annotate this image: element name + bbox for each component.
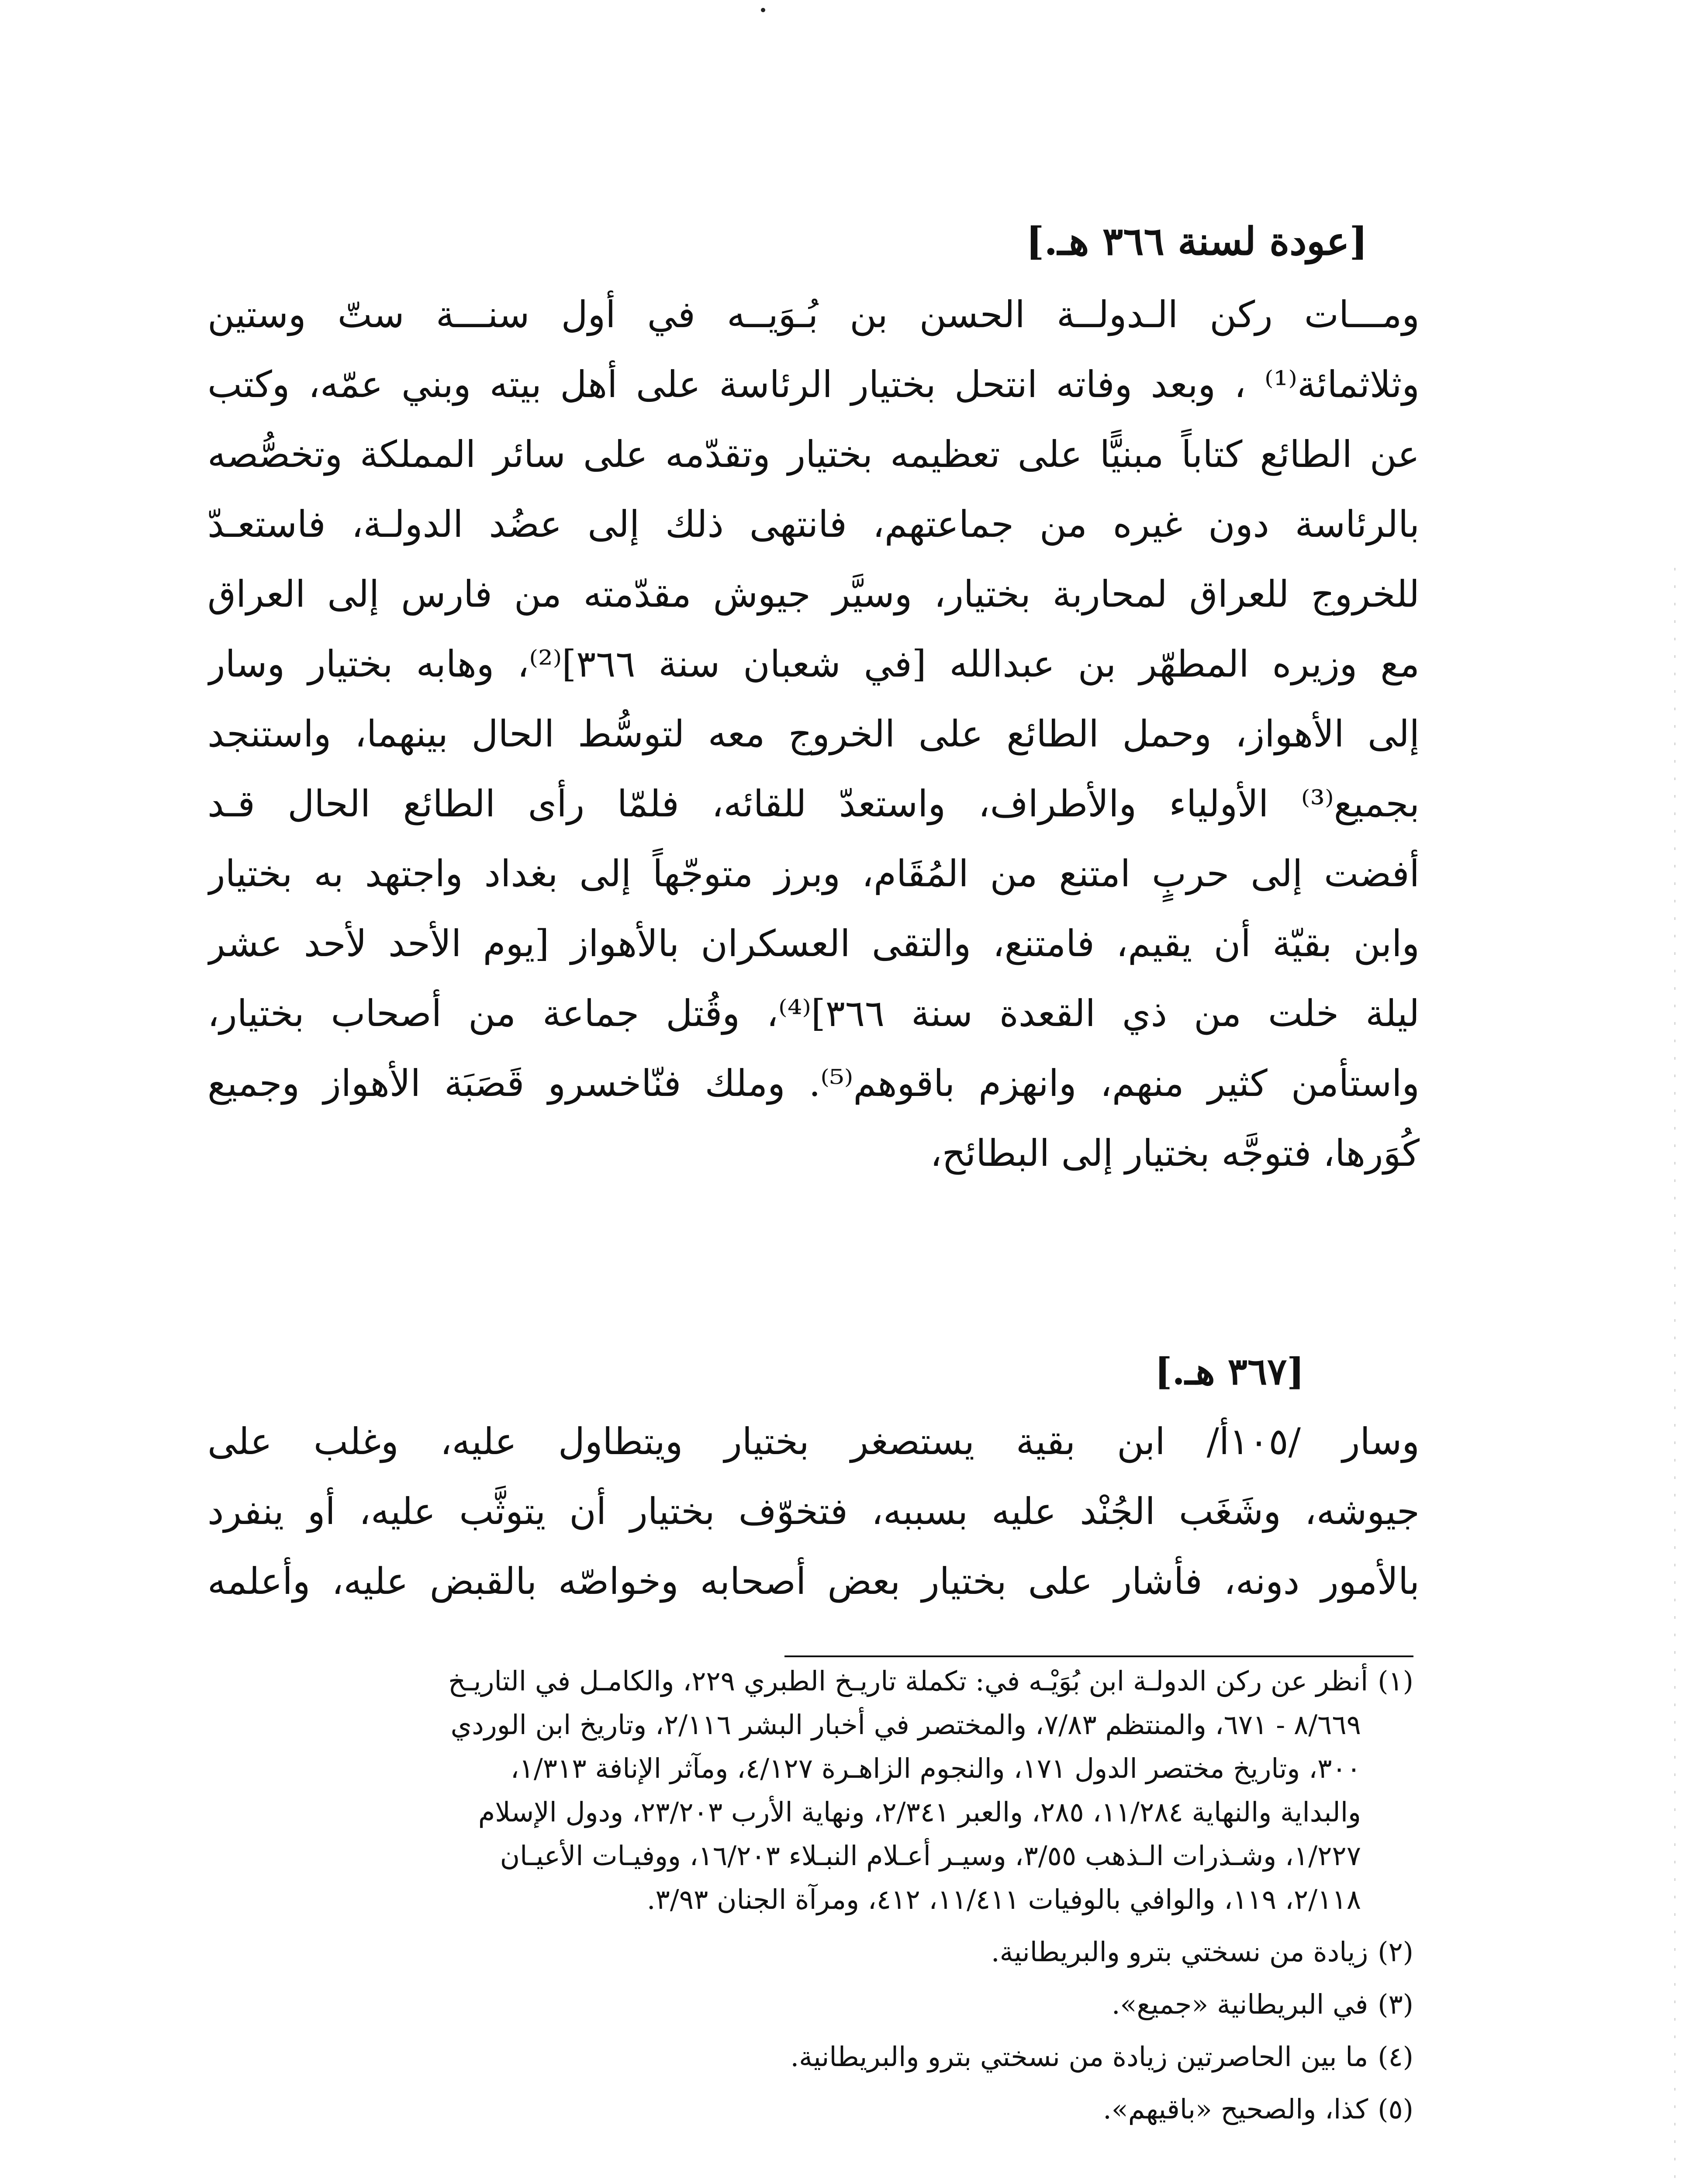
- footnote-5: [204, 2088, 1413, 2131]
- body-line: وابن بقيّة أن يقيم، فامتنع، والتقى العسكران بالأهواز [يوم الأحد لأحد عشر: [207, 922, 1420, 965]
- body-line: بالأمور دونه، فأشار على بختيار بعض أصحابه وخواصّه بالقبض عليه، وأعلمه: [207, 1560, 1420, 1603]
- body-line: ليلة خلت من ذي القعدة سنة ٣٦٦]⁽⁴⁾، وقُتل جماعة من أصحاب بختيار،: [207, 992, 1420, 1035]
- footnote-text: في البريطانية «جميع».: [1111, 1988, 1368, 2020]
- body-line: جيوشه، وشَغَب الجُنْد عليه بسببه، فتخوّف بختيار أن يتوثَّب عليه، أو ينفرد: [207, 1490, 1420, 1533]
- footnote-text: زيادة من نسختي بترو والبريطانية.: [991, 1936, 1368, 1968]
- body-line: وثلاثمائة⁽¹⁾ ، وبعد وفاته انتحل بختيار الرئاسة على أهل بيته وبني عمّه، وكتب: [207, 363, 1420, 406]
- body-line: وسار /١٠٥أ/ ابن بقية يستصغر بختيار ويتطاول عليه، وغلب على: [207, 1420, 1420, 1463]
- footnote-1-line: ٨/٦٦٩ - ٦٧١، والمنتظم ٧/٨٣، والمختصر في أخبار البشر ٢/١١٦، وتاريخ ابن الوردي: [450, 1709, 1361, 1741]
- body-line: إلى الأهواز، وحمل الطائع على الخروج معه لتوسُّط الحال بينهما، واستنجد: [207, 712, 1420, 755]
- footnote-1-line: ١/٢٢٧، وشـذرات الـذهب ٣/٥٥، وسيـر أعـلام النبـلاء ١٦/٢٠٣، ووفيـات الأعيـان: [500, 1840, 1361, 1872]
- body-line: واستأمن كثير منهم، وانهزم باقوهم⁽⁵⁾. وملك فنّاخسرو قَصَبَة الأهواز وجميع: [207, 1062, 1420, 1105]
- page-speck: [761, 8, 765, 12]
- footnote-1-line: والبداية والنهاية ١١/٢٨٤، ٢٨٥، والعبر ٢/٣٤١، ونهاية الأرب ٢٣/٢٠٣، ودول الإسلام: [478, 1796, 1361, 1828]
- body-line: عن الطائع كتاباً مبنيًّا على تعظيمه بختيار وتقدّمه على سائر المملكة وتخصُّصه: [207, 433, 1420, 476]
- footnote-text: ما بين الحاصرتين زيادة من نسختي بترو والبريطانية.: [790, 2041, 1368, 2073]
- body-line: أفضت إلى حربٍ امتنع من المُقَام، وبرز متوجّهاً إلى بغداد واجتهد به بختيار: [207, 852, 1420, 895]
- footnote-number: (٤): [1378, 2041, 1413, 2073]
- footnote-number: (٣): [1378, 1988, 1413, 2020]
- footnote-3: [204, 1983, 1413, 2026]
- footnote-divider: [784, 1655, 1413, 1657]
- section-heading: [عودة لسنة ٣٦٦ هـ.]: [1026, 218, 1368, 264]
- footnote-2: [204, 1931, 1413, 1973]
- footnote-number: (٢): [1378, 1936, 1413, 1968]
- footnote-1-line: ٢/١١٨، ١١٩، والوافي بالوفيات ١١/٤١١، ٤١٢، ومرآة الجنان ٣/٩٣.: [646, 1883, 1361, 1915]
- footnote-1-line: ٣٠٠، وتاريخ مختصر الدول ١٧١، والنجوم الزاهـرة ٤/١٢٧، ومآثر الإنافة ١/٣١٣،: [510, 1752, 1361, 1784]
- body-line: ومـــات ركن الـدولــة الحسن بن بُـوَيــه في أول سنـــة ستّ وستين: [207, 293, 1420, 336]
- body-line: للخروج للعراق لمحاربة بختيار، وسيَّر جيوش مقدّمته من فارس إلى العراق: [207, 573, 1420, 615]
- year-heading: [٣٦٧ هـ.]: [1154, 1350, 1304, 1393]
- footnote-1: [204, 1660, 1413, 1703]
- footnote-text: أنظر عن ركن الدولـة ابن بُوَيْـه في: تكملة تاريـخ الطبري ٢٢٩، والكامـل في التاريـخ: [448, 1665, 1368, 1697]
- body-line: بجميع⁽³⁾ الأولياء والأطراف، واستعدّ للقائه، فلمّا رأى الطائع الحال قـد: [207, 782, 1420, 825]
- footnote-4: [204, 2035, 1413, 2078]
- body-line: بالرئاسة دون غيره من جماعتهم، فانتهى ذلك إلى عضُد الدولـة، فاستعـدّ: [207, 503, 1420, 546]
- scan-margin-mark: [1674, 568, 1676, 2184]
- body-line: مع وزيره المطهّر بن عبدالله [في شعبان سنة ٣٦٦]⁽²⁾، وهابه بختيار وسار: [207, 643, 1420, 685]
- footnote-number: (١): [1378, 1665, 1413, 1697]
- footnote-number: (٥): [1378, 2093, 1413, 2125]
- footnote-text: كذا، والصحيح «باقيهم».: [1103, 2093, 1368, 2125]
- body-line: كُوَرها، فتوجَّه بختيار إلى البطائح،: [930, 1132, 1420, 1175]
